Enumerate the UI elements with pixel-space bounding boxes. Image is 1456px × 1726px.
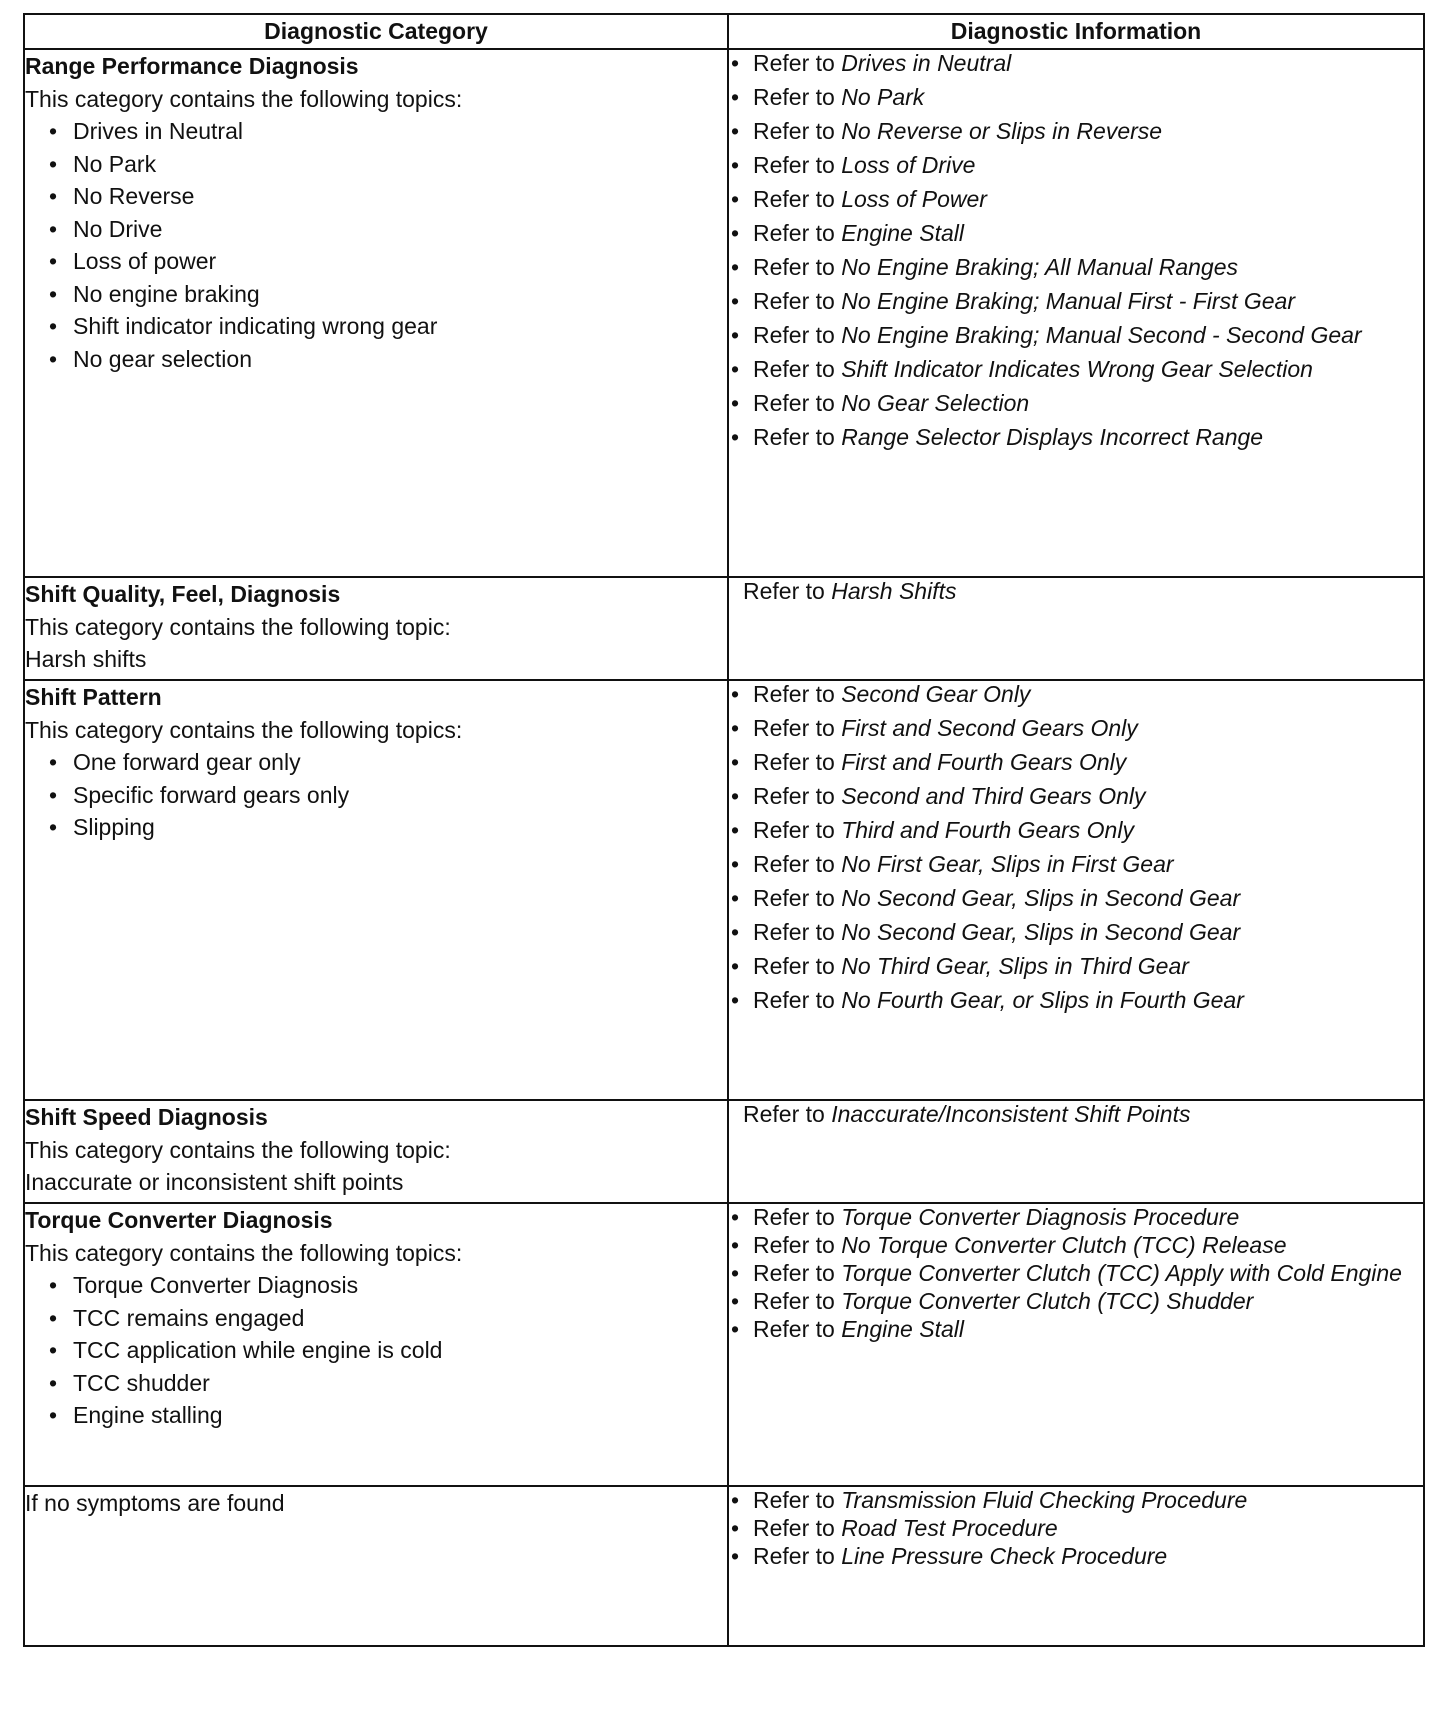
reference-item: [729, 1288, 1423, 1315]
topic-item: • No Reverse: [49, 180, 727, 213]
category-cell: [24, 680, 728, 1100]
category-intro: This category contains the following topics:: [25, 85, 463, 112]
reference-list: [729, 681, 1423, 1014]
refer-prefix: Refer to: [753, 749, 835, 775]
refer-prefix: Refer to: [753, 84, 835, 110]
category-cell: [24, 577, 728, 680]
refer-prefix: Refer to: [753, 254, 835, 280]
reference-item: [729, 783, 1423, 810]
refer-prefix: Refer to: [753, 288, 835, 314]
info-cell: [728, 1203, 1424, 1486]
reference-item: [729, 578, 1423, 605]
refer-prefix: Refer to: [753, 1316, 835, 1342]
category-text: If no symptoms are found: [25, 1490, 285, 1516]
refer-prefix: Refer to: [753, 1204, 835, 1230]
refer-prefix: Refer to: [753, 851, 835, 877]
refer-prefix: Refer to: [753, 186, 835, 212]
reference-item: [729, 152, 1423, 179]
topic-item: • No engine braking: [49, 278, 727, 311]
refer-prefix: Refer to: [743, 1101, 825, 1127]
refer-prefix: Refer to: [753, 1288, 835, 1314]
reference-item: [729, 220, 1423, 247]
topic-item: • Specific forward gears only: [49, 779, 727, 812]
reference-link[interactable]: Torque Converter Clutch (TCC) Shudder: [841, 1288, 1254, 1314]
reference-item: [729, 254, 1423, 281]
refer-prefix: Refer to: [753, 987, 835, 1013]
reference-link[interactable]: Loss of Drive: [841, 152, 976, 178]
header-information: Diagnostic Information: [728, 14, 1424, 49]
reference-list: [729, 1204, 1423, 1343]
category-cell: [24, 1203, 728, 1486]
reference-link[interactable]: No Reverse or Slips in Reverse: [841, 118, 1163, 144]
info-cell: [728, 680, 1424, 1100]
reference-link[interactable]: Inaccurate/Inconsistent Shift Points: [831, 1101, 1191, 1127]
reference-link[interactable]: No Second Gear, Slips in Second Gear: [841, 919, 1241, 945]
category-title: Shift Pattern: [25, 684, 162, 710]
topic-item: • No gear selection: [49, 343, 727, 376]
reference-item: [729, 84, 1423, 111]
reference-item: [729, 1487, 1423, 1514]
refer-prefix: Refer to: [753, 356, 835, 382]
row-torque-converter: [24, 1203, 1424, 1486]
category-title: Shift Speed Diagnosis: [25, 1104, 268, 1130]
category-title: Torque Converter Diagnosis: [25, 1207, 333, 1233]
reference-link[interactable]: Torque Converter Clutch (TCC) Apply with Cold Engine: [841, 1260, 1402, 1286]
reference-item: [729, 1543, 1423, 1570]
reference-link[interactable]: Range Selector Displays Incorrect Range: [841, 424, 1264, 450]
refer-prefix: Refer to: [753, 118, 835, 144]
reference-item: [729, 749, 1423, 776]
reference-item: [729, 1260, 1423, 1287]
reference-item: [729, 1101, 1423, 1128]
reference-item: [729, 851, 1423, 878]
reference-item: [729, 681, 1423, 708]
reference-link[interactable]: No Engine Braking; Manual Second - Second Gear: [841, 322, 1362, 348]
refer-prefix: Refer to: [753, 390, 835, 416]
category-cell: [24, 49, 728, 577]
reference-list: [729, 50, 1423, 451]
reference-link[interactable]: Third and Fourth Gears Only: [841, 817, 1134, 843]
reference-link[interactable]: No Fourth Gear, or Slips in Fourth Gear: [841, 987, 1244, 1013]
reference-link[interactable]: No Third Gear, Slips in Third Gear: [841, 953, 1189, 979]
reference-item: [729, 715, 1423, 742]
reference-item: [729, 817, 1423, 844]
topic-item: • Torque Converter Diagnosis: [49, 1269, 727, 1302]
reference-link[interactable]: Torque Converter Diagnosis Procedure: [841, 1204, 1240, 1230]
reference-link[interactable]: No Gear Selection: [841, 390, 1030, 416]
reference-link[interactable]: No Engine Braking; Manual First - First Gear: [841, 288, 1295, 314]
header-row: [24, 14, 1424, 49]
reference-link[interactable]: Second Gear Only: [841, 681, 1031, 707]
reference-link[interactable]: Transmission Fluid Checking Procedure: [841, 1487, 1248, 1513]
topic-list: [25, 1269, 727, 1432]
topic-item: • TCC remains engaged: [49, 1302, 727, 1335]
topic-item: • Engine stalling: [49, 1399, 727, 1432]
reference-link[interactable]: Drives in Neutral: [841, 50, 1012, 76]
row-shift-quality: [24, 577, 1424, 680]
topic-item: • Drives in Neutral: [49, 115, 727, 148]
info-cell: [728, 1486, 1424, 1646]
row-range-performance: [24, 49, 1424, 577]
category-cell: [24, 1486, 728, 1646]
category-topic: Inaccurate or inconsistent shift points: [25, 1169, 404, 1195]
reference-link[interactable]: Engine Stall: [841, 220, 964, 246]
row-shift-pattern: [24, 680, 1424, 1100]
reference-link[interactable]: Road Test Procedure: [841, 1515, 1058, 1541]
refer-prefix: Refer to: [753, 322, 835, 348]
reference-item: [729, 288, 1423, 315]
topic-item: • TCC application while engine is cold: [49, 1334, 727, 1367]
refer-prefix: Refer to: [753, 681, 835, 707]
category-title: Range Performance Diagnosis: [25, 53, 359, 79]
reference-link[interactable]: Second and Third Gears Only: [841, 783, 1146, 809]
topic-list: [25, 746, 727, 844]
reference-item: [729, 186, 1423, 213]
reference-link[interactable]: No Engine Braking; All Manual Ranges: [841, 254, 1238, 280]
refer-prefix: Refer to: [753, 424, 835, 450]
reference-item: [729, 919, 1423, 946]
topic-item: • No Drive: [49, 213, 727, 246]
refer-prefix: Refer to: [753, 919, 835, 945]
refer-prefix: Refer to: [753, 817, 835, 843]
reference-item: [729, 322, 1423, 349]
refer-prefix: Refer to: [753, 885, 835, 911]
reference-list: [729, 1487, 1423, 1570]
reference-item: [729, 424, 1423, 451]
reference-link[interactable]: No Park: [841, 84, 925, 110]
category-title: Shift Quality, Feel, Diagnosis: [25, 581, 341, 607]
refer-prefix: Refer to: [753, 715, 835, 741]
refer-prefix: Refer to: [753, 783, 835, 809]
row-no-symptoms: [24, 1486, 1424, 1646]
topic-item: • Slipping: [49, 811, 727, 844]
category-intro: This category contains the following topics:: [25, 1239, 463, 1266]
topic-item: • Shift indicator indicating wrong gear: [49, 310, 727, 343]
reference-link[interactable]: No First Gear, Slips in First Gear: [841, 851, 1174, 877]
reference-link[interactable]: Engine Stall: [841, 1316, 964, 1342]
reference-link[interactable]: Loss of Power: [841, 186, 987, 212]
topic-item: • Loss of power: [49, 245, 727, 278]
topic-list: [25, 115, 727, 375]
refer-prefix: Refer to: [753, 50, 835, 76]
reference-link[interactable]: First and Fourth Gears Only: [841, 749, 1127, 775]
reference-item: [729, 356, 1423, 383]
refer-prefix: Refer to: [753, 1515, 835, 1541]
reference-link[interactable]: No Second Gear, Slips in Second Gear: [841, 885, 1241, 911]
header-category: Diagnostic Category: [24, 14, 728, 49]
refer-prefix: Refer to: [753, 1260, 835, 1286]
refer-prefix: Refer to: [753, 953, 835, 979]
info-cell: [728, 1100, 1424, 1203]
reference-item: [729, 390, 1423, 417]
refer-prefix: Refer to: [753, 1543, 835, 1569]
category-intro: This category contains the following topic:: [25, 1136, 451, 1163]
category-topic: Harsh shifts: [25, 646, 147, 672]
info-cell: [728, 49, 1424, 577]
category-intro: This category contains the following topics:: [25, 716, 463, 743]
reference-link[interactable]: No Torque Converter Clutch (TCC) Release: [841, 1232, 1287, 1258]
reference-item: [729, 1204, 1423, 1231]
category-intro: This category contains the following topic:: [25, 613, 451, 640]
reference-item: [729, 885, 1423, 912]
reference-link[interactable]: Shift Indicator Indicates Wrong Gear Selection: [841, 356, 1313, 382]
reference-item: [729, 1316, 1423, 1343]
refer-prefix: Refer to: [753, 1487, 835, 1513]
topic-item: • One forward gear only: [49, 746, 727, 779]
reference-link[interactable]: Harsh Shifts: [831, 578, 957, 604]
reference-link[interactable]: First and Second Gears Only: [841, 715, 1138, 741]
refer-prefix: Refer to: [743, 578, 825, 604]
topic-item: • TCC shudder: [49, 1367, 727, 1400]
refer-prefix: Refer to: [753, 220, 835, 246]
refer-prefix: Refer to: [753, 152, 835, 178]
reference-item: [729, 987, 1423, 1014]
reference-item: [729, 953, 1423, 980]
diagnostic-table: [23, 13, 1425, 1647]
info-cell: [728, 577, 1424, 680]
refer-prefix: Refer to: [753, 1232, 835, 1258]
reference-item: [729, 1515, 1423, 1542]
reference-item: [729, 118, 1423, 145]
row-shift-speed: [24, 1100, 1424, 1203]
reference-item: [729, 50, 1423, 77]
topic-item: • No Park: [49, 148, 727, 181]
reference-link[interactable]: Line Pressure Check Procedure: [841, 1543, 1168, 1569]
category-cell: [24, 1100, 728, 1203]
reference-item: [729, 1232, 1423, 1259]
